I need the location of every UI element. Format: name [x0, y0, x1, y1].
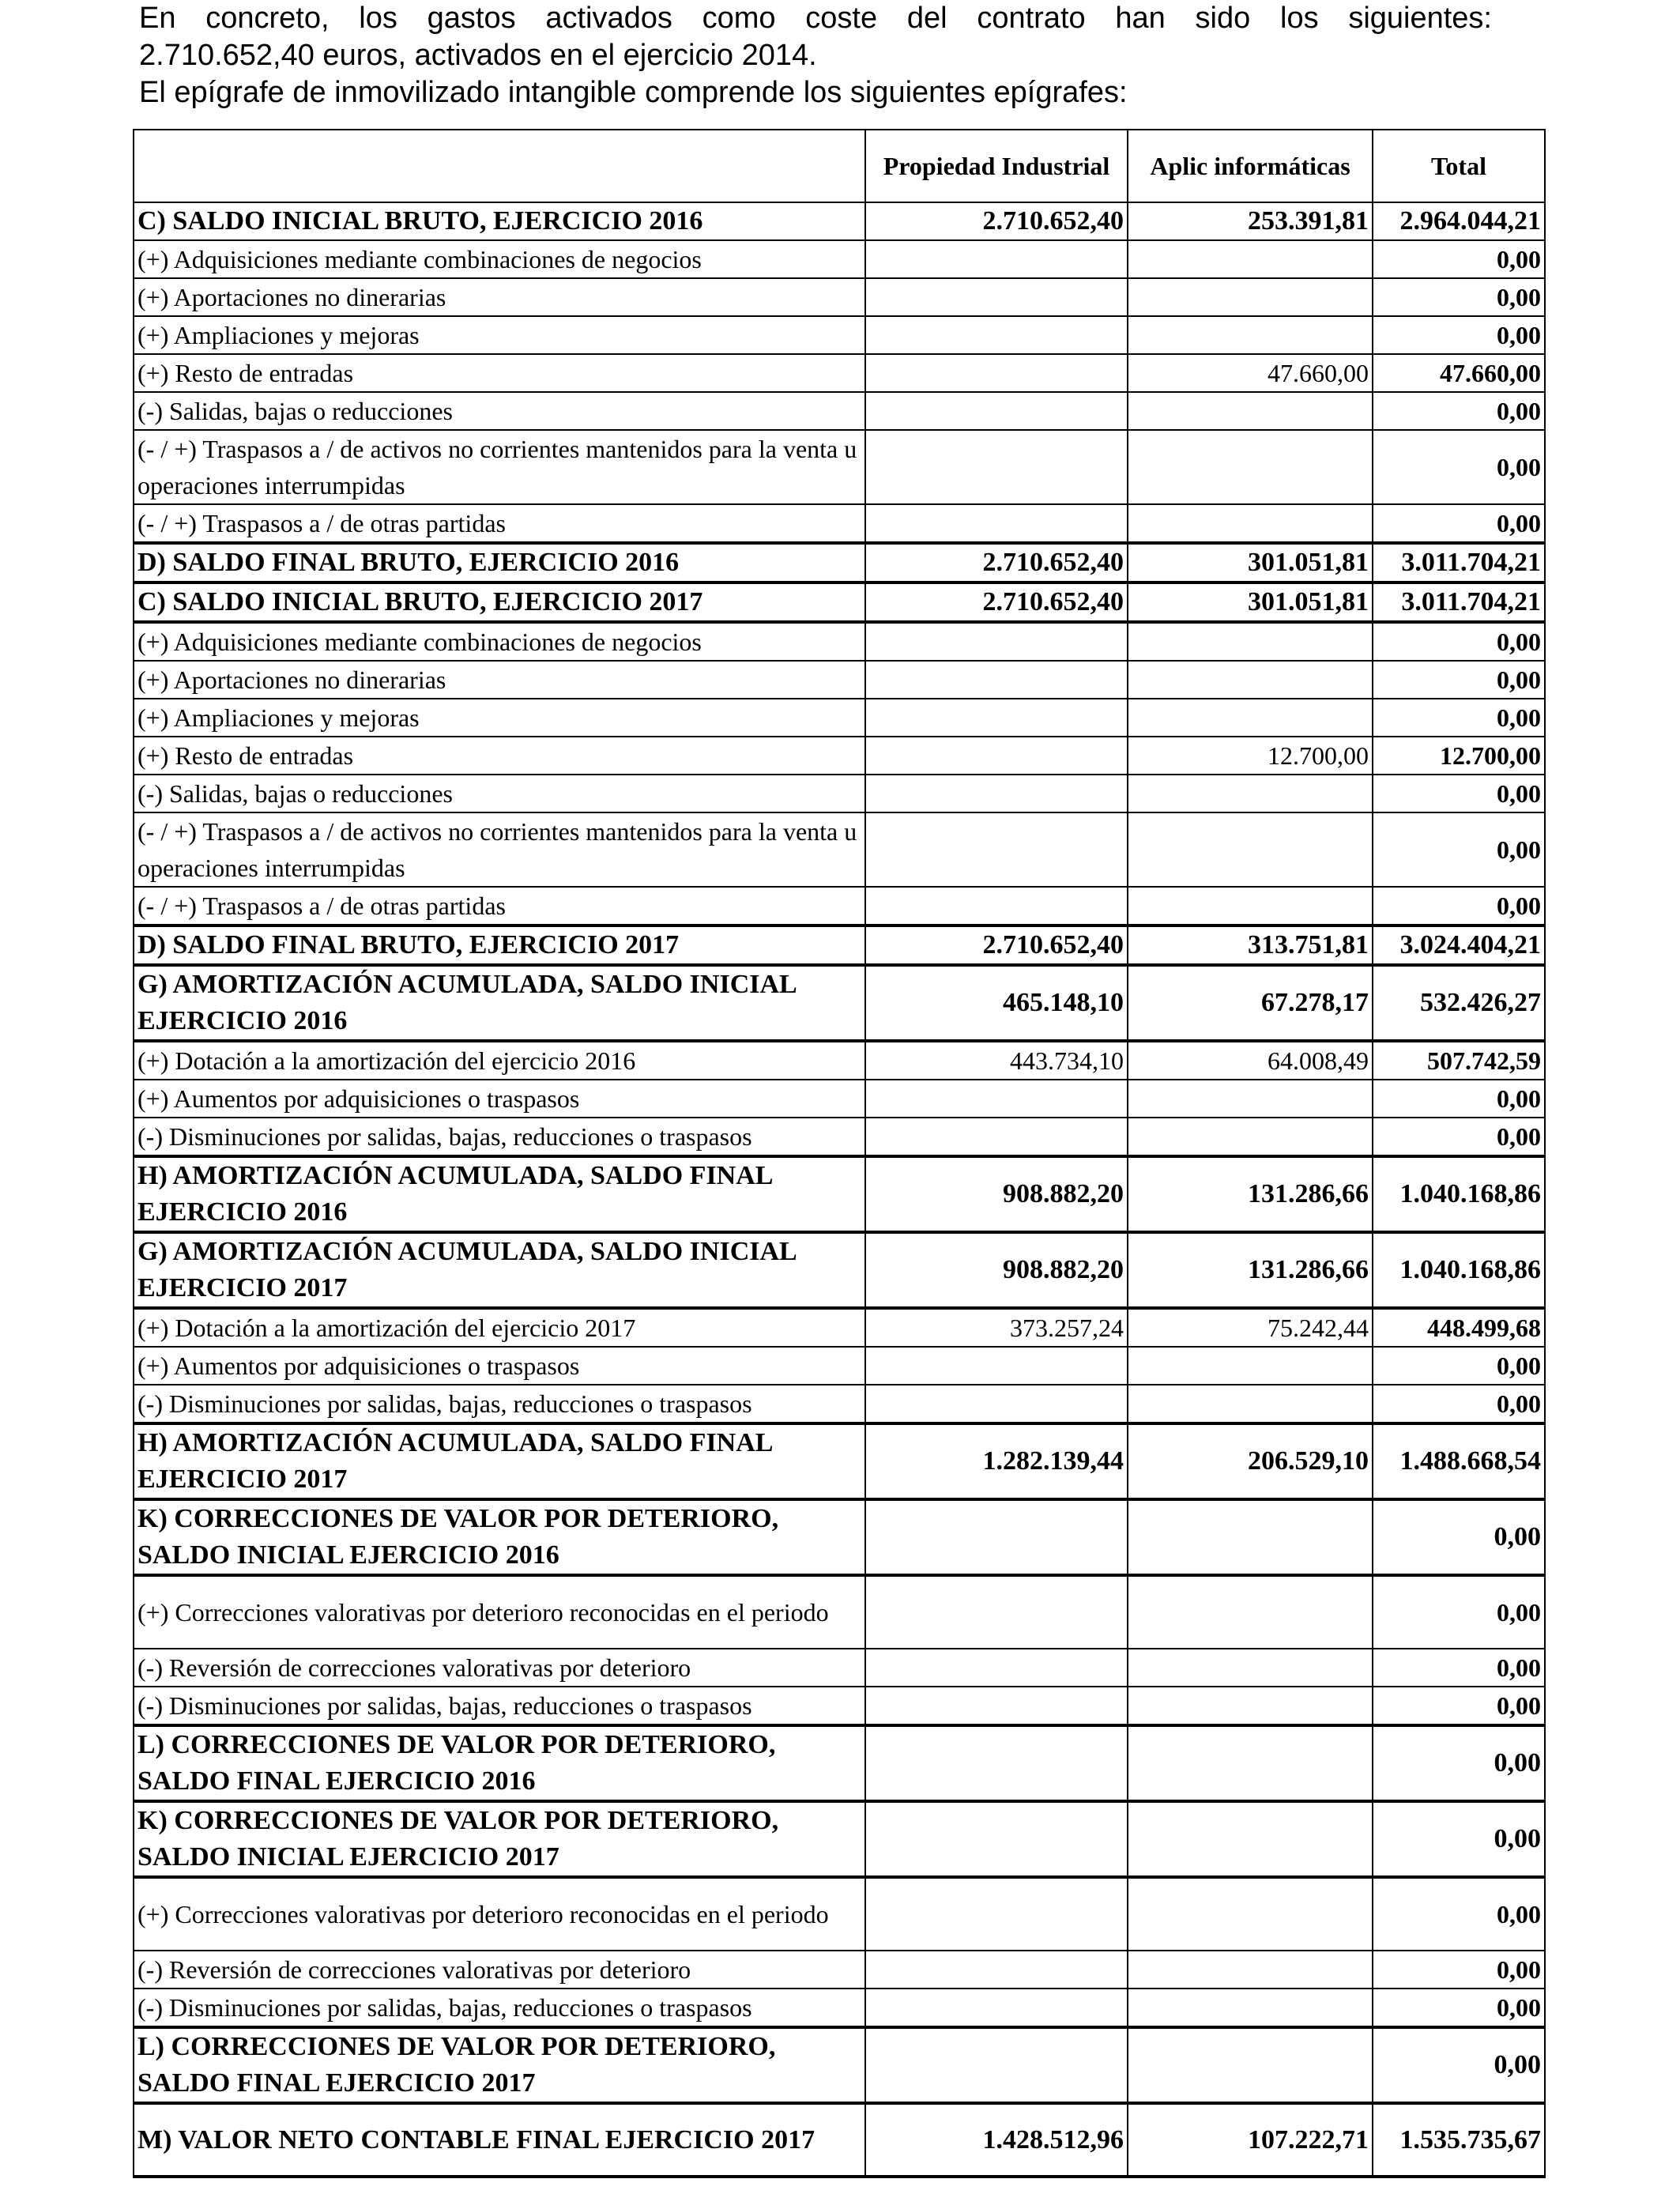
table-row — [134, 240, 1545, 278]
row-label: (+) Resto de entradas — [134, 354, 865, 392]
cell-software — [1128, 887, 1373, 925]
cell-total: 3.011.704,21 — [1373, 582, 1545, 622]
cell-total: 12.700,00 — [1373, 737, 1545, 775]
cell-total: 1.488.668,54 — [1373, 1423, 1545, 1499]
row-label: K) CORRECCIONES DE VALOR POR DETERIORO, SALDO INICIAL EJERCICIO 2017 — [134, 1801, 865, 1877]
cell-software — [1128, 1989, 1373, 2027]
cell-software — [1128, 775, 1373, 812]
row-label: (-) Disminuciones por salidas, bajas, reducciones o traspasos — [134, 1989, 865, 2027]
cell-software: 301.051,81 — [1128, 582, 1373, 622]
cell-total: 2.964.044,21 — [1373, 202, 1545, 240]
cell-industrial-property — [865, 392, 1128, 430]
table-row — [134, 622, 1545, 661]
cell-software — [1128, 699, 1373, 737]
table-row — [134, 1423, 1545, 1499]
cell-industrial-property — [865, 1118, 1128, 1156]
row-label: (+) Dotación a la amortización del ejercicio 2017 — [134, 1308, 865, 1347]
table-row — [134, 392, 1545, 430]
table-row — [134, 1575, 1545, 1649]
cell-software: 253.391,81 — [1128, 202, 1373, 240]
cell-total: 0,00 — [1373, 1080, 1545, 1118]
cell-software — [1128, 1385, 1373, 1423]
cell-software: 67.278,17 — [1128, 965, 1373, 1041]
table-row — [134, 582, 1545, 622]
cell-software — [1128, 1347, 1373, 1385]
cell-total: 0,00 — [1373, 1801, 1545, 1877]
row-label: (-) Reversión de correcciones valorativas por deterioro — [134, 1951, 865, 1989]
cell-industrial-property: 2.710.652,40 — [865, 582, 1128, 622]
table-row — [134, 543, 1545, 582]
cell-industrial-property: 465.148,10 — [865, 965, 1128, 1041]
cell-industrial-property — [865, 240, 1128, 278]
intro-line-1: En concreto, los gastos activados como coste del contrato han sido los siguientes: — [139, 2, 1492, 35]
row-label: (+) Ampliaciones y mejoras — [134, 316, 865, 354]
table-row — [134, 1725, 1545, 1801]
row-label: L) CORRECCIONES DE VALOR POR DETERIORO, SALDO FINAL EJERCICIO 2016 — [134, 1725, 865, 1801]
table-row — [134, 1687, 1545, 1725]
cell-industrial-property — [865, 430, 1128, 504]
table-row — [134, 1951, 1545, 1989]
table-row — [134, 1308, 1545, 1347]
cell-total: 0,00 — [1373, 430, 1545, 504]
cell-software: 131.286,66 — [1128, 1156, 1373, 1232]
cell-total: 0,00 — [1373, 1118, 1545, 1156]
cell-software: 47.660,00 — [1128, 354, 1373, 392]
row-label: (+) Correcciones valorativas por deterioro reconocidas en el periodo — [134, 1575, 865, 1649]
cell-total: 0,00 — [1373, 316, 1545, 354]
table-row — [134, 925, 1545, 965]
cell-industrial-property — [865, 1687, 1128, 1725]
row-label: (+) Resto de entradas — [134, 737, 865, 775]
row-label: M) VALOR NETO CONTABLE FINAL EJERCICIO 2017 — [134, 2103, 865, 2177]
cell-industrial-property — [865, 278, 1128, 316]
cell-software — [1128, 430, 1373, 504]
table-row — [134, 1041, 1545, 1080]
cell-total: 3.011.704,21 — [1373, 543, 1545, 582]
cell-industrial-property: 2.710.652,40 — [865, 202, 1128, 240]
cell-total: 0,00 — [1373, 775, 1545, 812]
cell-total: 0,00 — [1373, 1575, 1545, 1649]
table-row — [134, 1118, 1545, 1156]
cell-industrial-property — [865, 775, 1128, 812]
table-row — [134, 316, 1545, 354]
cell-total: 1.040.168,86 — [1373, 1232, 1545, 1308]
table-body — [134, 202, 1545, 2177]
table-row — [134, 887, 1545, 925]
cell-software: 107.222,71 — [1128, 2103, 1373, 2177]
row-label: (- / +) Traspasos a / de activos no corrientes mantenidos para la venta u operaciones interrumpidas — [134, 812, 865, 887]
row-label: (+) Ampliaciones y mejoras — [134, 699, 865, 737]
header-total: Total — [1373, 130, 1545, 202]
table-row — [134, 1347, 1545, 1385]
cell-industrial-property — [865, 1649, 1128, 1687]
cell-software — [1128, 812, 1373, 887]
cell-industrial-property — [865, 887, 1128, 925]
cell-software: 301.051,81 — [1128, 543, 1373, 582]
row-label: C) SALDO INICIAL BRUTO, EJERCICIO 2016 — [134, 202, 865, 240]
cell-industrial-property: 1.282.139,44 — [865, 1423, 1128, 1499]
table-row — [134, 1156, 1545, 1232]
cell-total: 0,00 — [1373, 1347, 1545, 1385]
cell-software — [1128, 622, 1373, 661]
intro-line-3: El epígrafe de inmovilizado intangible comprende los siguientes epígrafes: — [139, 76, 1128, 109]
cell-total: 0,00 — [1373, 504, 1545, 543]
cell-industrial-property — [865, 354, 1128, 392]
cell-industrial-property — [865, 661, 1128, 699]
header-concept — [134, 130, 865, 202]
cell-software — [1128, 278, 1373, 316]
cell-industrial-property — [865, 699, 1128, 737]
intangible-assets-table — [133, 129, 1546, 2178]
cell-software — [1128, 504, 1373, 543]
cell-total: 532.426,27 — [1373, 965, 1545, 1041]
cell-software — [1128, 1080, 1373, 1118]
cell-total: 0,00 — [1373, 1725, 1545, 1801]
row-label: D) SALDO FINAL BRUTO, EJERCICIO 2017 — [134, 925, 865, 965]
cell-total: 0,00 — [1373, 1951, 1545, 1989]
cell-total: 3.024.404,21 — [1373, 925, 1545, 965]
intro-line-2: 2.710.652,40 euros, activados en el ejercicio 2014. — [139, 39, 817, 72]
table-row — [134, 2103, 1545, 2177]
cell-total: 0,00 — [1373, 240, 1545, 278]
cell-industrial-property — [865, 812, 1128, 887]
row-label: (+) Aumentos por adquisiciones o traspasos — [134, 1080, 865, 1118]
row-label: C) SALDO INICIAL BRUTO, EJERCICIO 2017 — [134, 582, 865, 622]
cell-industrial-property: 2.710.652,40 — [865, 925, 1128, 965]
row-label: (-) Disminuciones por salidas, bajas, reducciones o traspasos — [134, 1687, 865, 1725]
row-label: (+) Dotación a la amortización del ejercicio 2016 — [134, 1041, 865, 1080]
cell-total: 0,00 — [1373, 1385, 1545, 1423]
cell-industrial-property — [865, 2027, 1128, 2103]
table-row — [134, 661, 1545, 699]
cell-industrial-property — [865, 504, 1128, 543]
cell-software — [1128, 1499, 1373, 1575]
cell-total: 1.040.168,86 — [1373, 1156, 1545, 1232]
cell-industrial-property — [865, 316, 1128, 354]
cell-industrial-property: 908.882,20 — [865, 1232, 1128, 1308]
table-row — [134, 504, 1545, 543]
cell-industrial-property: 373.257,24 — [865, 1308, 1128, 1347]
row-label: (-) Disminuciones por salidas, bajas, reducciones o traspasos — [134, 1385, 865, 1423]
cell-industrial-property: 2.710.652,40 — [865, 543, 1128, 582]
row-label: (+) Aumentos por adquisiciones o traspasos — [134, 1347, 865, 1385]
cell-total: 0,00 — [1373, 622, 1545, 661]
row-label: (+) Adquisiciones mediante combinaciones de negocios — [134, 622, 865, 661]
cell-industrial-property — [865, 1989, 1128, 2027]
row-label: K) CORRECCIONES DE VALOR POR DETERIORO, SALDO INICIAL EJERCICIO 2016 — [134, 1499, 865, 1575]
cell-software — [1128, 2027, 1373, 2103]
row-label: (-) Reversión de correcciones valorativas por deterioro — [134, 1649, 865, 1687]
cell-total: 448.499,68 — [1373, 1308, 1545, 1347]
table-row — [134, 737, 1545, 775]
cell-software — [1128, 1801, 1373, 1877]
cell-software — [1128, 1725, 1373, 1801]
row-label: (- / +) Traspasos a / de activos no corrientes mantenidos para la venta u operaciones interrumpidas — [134, 430, 865, 504]
cell-total: 0,00 — [1373, 661, 1545, 699]
row-label: (+) Aportaciones no dinerarias — [134, 278, 865, 316]
cell-software — [1128, 1951, 1373, 1989]
table-header-row — [134, 130, 1545, 202]
cell-software — [1128, 316, 1373, 354]
table-row — [134, 202, 1545, 240]
table-row — [134, 354, 1545, 392]
cell-software — [1128, 1575, 1373, 1649]
cell-total: 1.535.735,67 — [1373, 2103, 1545, 2177]
row-label: G) AMORTIZACIÓN ACUMULADA, SALDO INICIAL EJERCICIO 2016 — [134, 965, 865, 1041]
row-label: G) AMORTIZACIÓN ACUMULADA, SALDO INICIAL EJERCICIO 2017 — [134, 1232, 865, 1308]
row-label: (-) Salidas, bajas o reducciones — [134, 392, 865, 430]
row-label: (-) Disminuciones por salidas, bajas, reducciones o traspasos — [134, 1118, 865, 1156]
cell-software — [1128, 1118, 1373, 1156]
cell-total: 0,00 — [1373, 699, 1545, 737]
row-label: (+) Aportaciones no dinerarias — [134, 661, 865, 699]
cell-industrial-property — [865, 737, 1128, 775]
cell-software — [1128, 1687, 1373, 1725]
cell-software: 206.529,10 — [1128, 1423, 1373, 1499]
cell-software: 75.242,44 — [1128, 1308, 1373, 1347]
header-industrial-property: Propiedad Industrial — [865, 130, 1128, 202]
cell-software — [1128, 240, 1373, 278]
table-row — [134, 699, 1545, 737]
row-label: H) AMORTIZACIÓN ACUMULADA, SALDO FINAL EJERCICIO 2017 — [134, 1423, 865, 1499]
cell-software — [1128, 392, 1373, 430]
table-row — [134, 430, 1545, 504]
row-label: (- / +) Traspasos a / de otras partidas — [134, 887, 865, 925]
cell-industrial-property — [865, 1385, 1128, 1423]
table-row — [134, 1385, 1545, 1423]
table-row — [134, 1989, 1545, 2027]
cell-total: 0,00 — [1373, 1877, 1545, 1951]
cell-software — [1128, 661, 1373, 699]
cell-industrial-property — [865, 1801, 1128, 1877]
cell-industrial-property — [865, 1951, 1128, 1989]
table-row — [134, 812, 1545, 887]
cell-total: 0,00 — [1373, 278, 1545, 316]
table-row — [134, 278, 1545, 316]
cell-total: 0,00 — [1373, 392, 1545, 430]
cell-industrial-property — [865, 1575, 1128, 1649]
cell-industrial-property: 1.428.512,96 — [865, 2103, 1128, 2177]
cell-total: 0,00 — [1373, 1687, 1545, 1725]
table-row — [134, 965, 1545, 1041]
header-software: Aplic informáticas — [1128, 130, 1373, 202]
row-label: L) CORRECCIONES DE VALOR POR DETERIORO, SALDO FINAL EJERCICIO 2017 — [134, 2027, 865, 2103]
table-row — [134, 1877, 1545, 1951]
row-label: (-) Salidas, bajas o reducciones — [134, 775, 865, 812]
cell-industrial-property: 443.734,10 — [865, 1041, 1128, 1080]
cell-total: 0,00 — [1373, 1649, 1545, 1687]
table-row — [134, 2027, 1545, 2103]
table-row — [134, 1499, 1545, 1575]
cell-industrial-property — [865, 1877, 1128, 1951]
row-label: D) SALDO FINAL BRUTO, EJERCICIO 2016 — [134, 543, 865, 582]
cell-industrial-property — [865, 1080, 1128, 1118]
table-row — [134, 1232, 1545, 1308]
cell-software: 12.700,00 — [1128, 737, 1373, 775]
cell-industrial-property — [865, 1347, 1128, 1385]
cell-industrial-property — [865, 622, 1128, 661]
table-row — [134, 1649, 1545, 1687]
cell-total: 0,00 — [1373, 812, 1545, 887]
table-row — [134, 775, 1545, 812]
cell-software: 131.286,66 — [1128, 1232, 1373, 1308]
cell-software: 64.008,49 — [1128, 1041, 1373, 1080]
cell-software: 313.751,81 — [1128, 925, 1373, 965]
cell-total: 507.742,59 — [1373, 1041, 1545, 1080]
row-label: (- / +) Traspasos a / de otras partidas — [134, 504, 865, 543]
cell-industrial-property — [865, 1499, 1128, 1575]
cell-industrial-property — [865, 1725, 1128, 1801]
cell-software — [1128, 1877, 1373, 1951]
table-row — [134, 1080, 1545, 1118]
cell-total: 0,00 — [1373, 887, 1545, 925]
cell-total: 0,00 — [1373, 2027, 1545, 2103]
cell-total: 47.660,00 — [1373, 354, 1545, 392]
cell-software — [1128, 1649, 1373, 1687]
row-label: H) AMORTIZACIÓN ACUMULADA, SALDO FINAL EJERCICIO 2016 — [134, 1156, 865, 1232]
cell-industrial-property: 908.882,20 — [865, 1156, 1128, 1232]
table-row — [134, 1801, 1545, 1877]
row-label: (+) Adquisiciones mediante combinaciones de negocios — [134, 240, 865, 278]
row-label: (+) Correcciones valorativas por deterioro reconocidas en el periodo — [134, 1877, 865, 1951]
cell-total: 0,00 — [1373, 1499, 1545, 1575]
cell-total: 0,00 — [1373, 1989, 1545, 2027]
intro-text — [139, 0, 1492, 111]
